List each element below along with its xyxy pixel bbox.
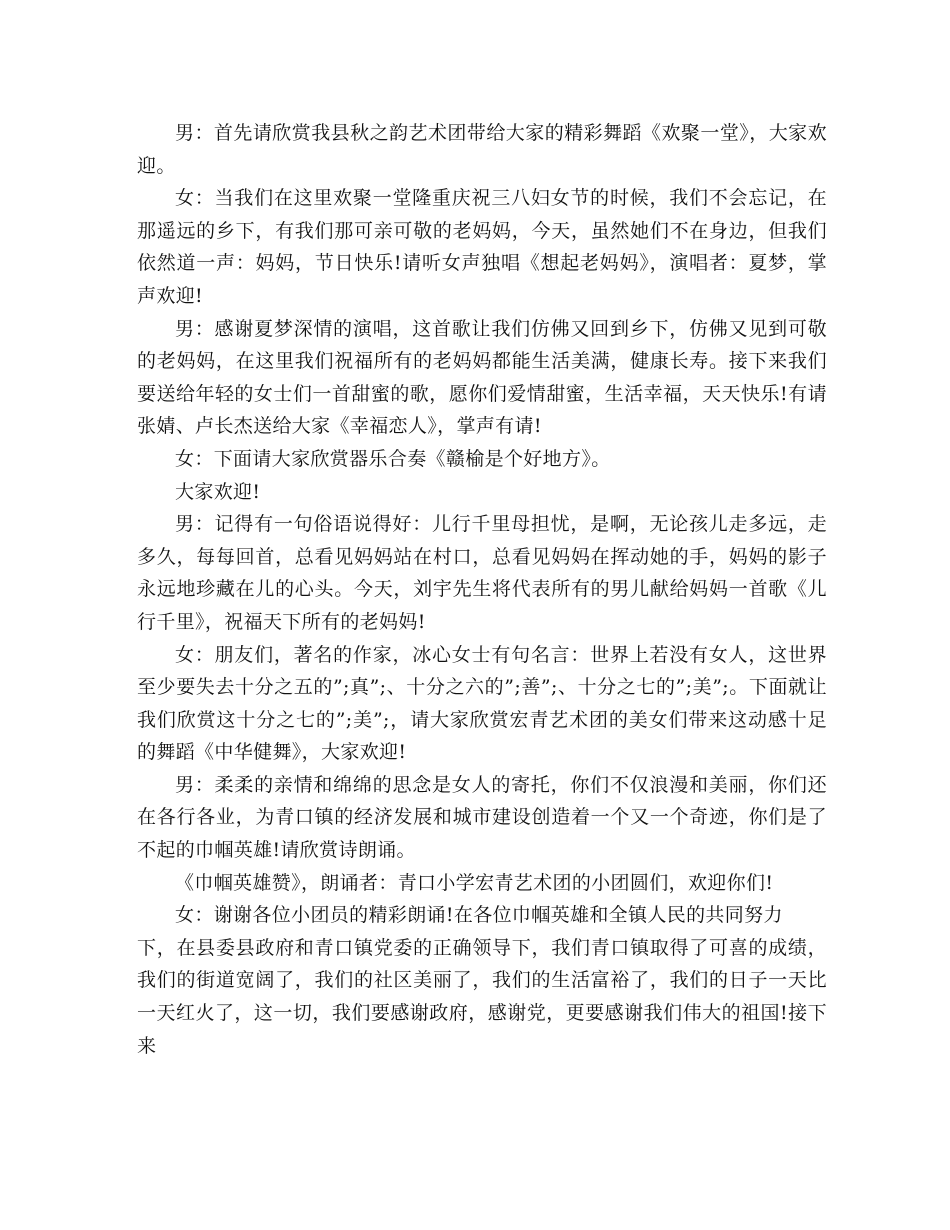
paragraph: 女：谢谢各位小团员的精彩朗诵!在各位巾帼英雄和全镇人民的共同努力: [175, 904, 783, 927]
paragraph: 男：感谢夏梦深情的演唱，这首歌让我们仿佛又回到乡下，仿佛又见到可敬的老妈妈，在这里我们祝福所有的老妈妈都能生活美满，健康长寿。接下来我们要送给年轻的女士们一首甜蜜的歌，愿你们爱情甜蜜，生活幸福，天天快乐!有请张婧、卢长杰送给大家《幸福恋人》，掌声有请!: [137, 317, 827, 438]
paragraph: 男：记得有一句俗语说得好：儿行千里母担忧，是啊，无论孩儿走多远，走多久，每每回首，总看见妈妈站在村口，总看见妈妈在挥动她的手，妈妈的影子永远地珍藏在儿的心头。今天，刘宇先生将代表所有的男儿献给妈妈一首歌《儿行千里》，祝福天下所有的老妈妈!: [137, 513, 827, 633]
paragraph: 《巾帼英雄赞》，朗诵者：青口小学宏青艺术团的小团圆们，欢迎你们!: [175, 871, 774, 894]
paragraph: 男：首先请欣赏我县秋之韵艺术团带给大家的精彩舞蹈《欢聚一堂》，大家欢迎。: [137, 122, 827, 177]
paragraph: 女：朋友们，著名的作家，冰心女士有句名言：世界上若没有女人，这世界至少要失去十分之五的”;真”;、十分之六的”;善”;、十分之七的”;美”;。下面就让我们欣赏这十分之七的”;美”;，请大家欣赏宏青艺术团的美女们带来这动感十足的舞蹈《中华健舞》，大家欢迎!: [137, 643, 827, 764]
paragraph: 男：柔柔的亲情和绵绵的思念是女人的寄托，你们不仅浪漫和美丽，你们还在各行各业，为青口镇的经济发展和城市建设创造着一个又一个奇迹，你们是了不起的巾帼英雄!请欣赏诗朗诵。: [137, 773, 827, 862]
document-body: [137, 117, 827, 1062]
paragraph: 女：下面请大家欣赏器乐合奏《赣榆是个好地方》。: [175, 447, 611, 470]
paragraph: 下，在县委县政府和青口镇党委的正确领导下，我们青口镇取得了可喜的成绩，我们的街道宽阔了，我们的社区美丽了，我们的生活富裕了，我们的日子一天比一天红火了，这一切，我们要感谢政府，感谢党，更要感谢我们伟大的祖国!接下来: [137, 936, 827, 1057]
paragraph: 大家欢迎!: [175, 480, 261, 503]
paragraph: 女：当我们在这里欢聚一堂隆重庆祝三八妇女节的时候，我们不会忘记，在那遥远的乡下，有我们那可亲可敬的老妈妈，今天，虽然她们不在身边，但我们依然道一声：妈妈，节日快乐!请听女声独唱《想起老妈妈》，演唱者：夏梦，掌声欢迎!: [137, 187, 827, 307]
